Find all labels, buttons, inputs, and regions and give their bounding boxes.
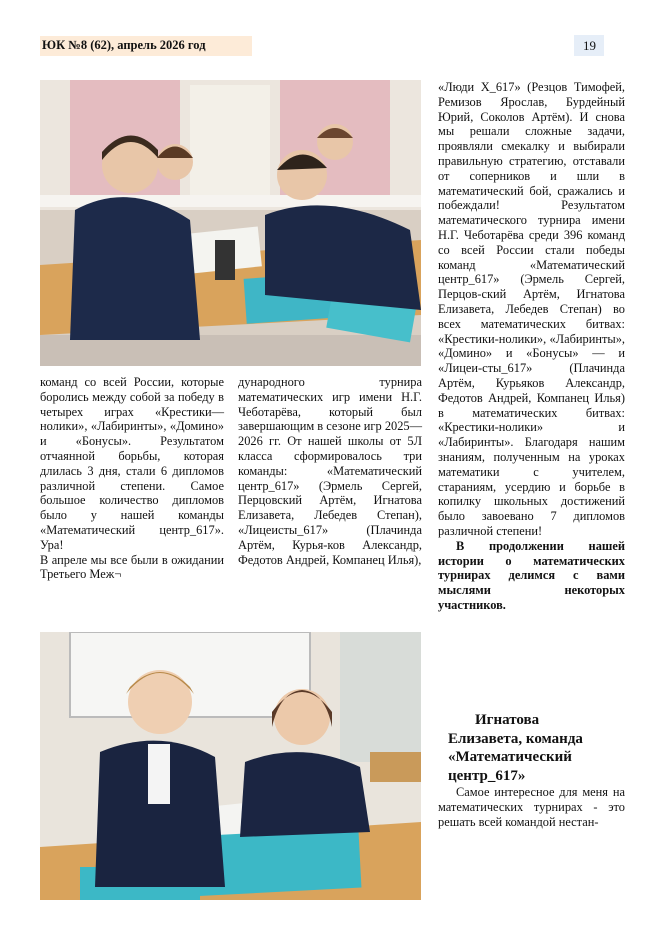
top-photo-illustration	[40, 80, 421, 366]
issue-header: ЮК №8 (62), апрель 2026 год	[42, 38, 206, 52]
participant-heading-line1: Игнатова	[475, 712, 540, 728]
column-3-text: «Люди X_617» (Резцов Тимофей, Ремизов Ярослав, Бурдейный Юрий, Соколов Артём). И снова мы решали сложные задачи, проявляли смекалку и выбирали правильную стратегию, отставали от соперников и шли в математический бой, сражались и побеждали! Результатом математического турнира имени Н.Г. Чеботарёва среди 396 команд со всей России стали победы команд «Математический центр_617» (Эрмель Сергей, Перцов-ский Артём, Игнатова Елизавета, Лебедев Степан) во всех математических битвах: «Крестики-нолики», «Лабиринты», «Домино» и «Бонусы» — и «Лицеи-сты_617» (Плачинда Артём, Курьяков Александр, Федотов Андрей, Компанец Илья) в математических битвах: «Крестики-нолики» и «Лабиринты». Благодаря нашим знаниям, полученным на уроках математики с учителем, стараниям, усердию и борьбе в копилку школьных достижений было завоевано 7 дипломов различной степени!	[438, 80, 625, 538]
column-1	[40, 375, 224, 582]
column-3-bottom	[438, 785, 625, 829]
column-1-continuation: В апреле мы все были в ожидании Третьего Меж¬	[40, 552, 224, 582]
column-1-text: команд со всей России, которые боролись между собой за победу в четырех играх «Крестики—нолики», «Лабиринты», «Домино» и «Бонусы». Результатом отчаянной борьбы, которая длилась 3 дня, стали 6 дипломов различной степени. Самое большое количество дипломов было у нашей команды «Математический центр_617». Ура!	[40, 375, 224, 552]
participant-heading-rest: Елизавета, команда «Математический центр_617»	[448, 730, 583, 784]
bottom-photo	[40, 632, 421, 900]
participant-heading	[448, 711, 633, 785]
column-3	[438, 80, 625, 613]
column-3-bold-intro: В продолжении нашей истории о математических турнирах делимся с вами мыслями некоторых участников.	[438, 538, 625, 612]
column-2	[238, 375, 422, 567]
top-photo	[40, 80, 421, 366]
column-3-bottom-text: Самое интересное для меня на математических турнирах - это решать всей командой нестан-	[438, 785, 625, 829]
column-2-text: дународного турнира математических игр имени Н.Г. Чеботарёва, который был завершающим в сезоне игр 2025—2026 гг. От нашей школы от 5Л класса сформировалось три команды: «Математический центр_617» (Эрмель Сергей, Перцовский Артём, Игнатова Елизавета, Лебедев Степан), «Лицеисты_617» (Плачинда Артём, Курья-ков Александр, Федотов Андрей, Компанец Илья),	[238, 375, 422, 567]
page-number: 19	[583, 38, 596, 53]
bottom-photo-illustration	[40, 632, 421, 900]
